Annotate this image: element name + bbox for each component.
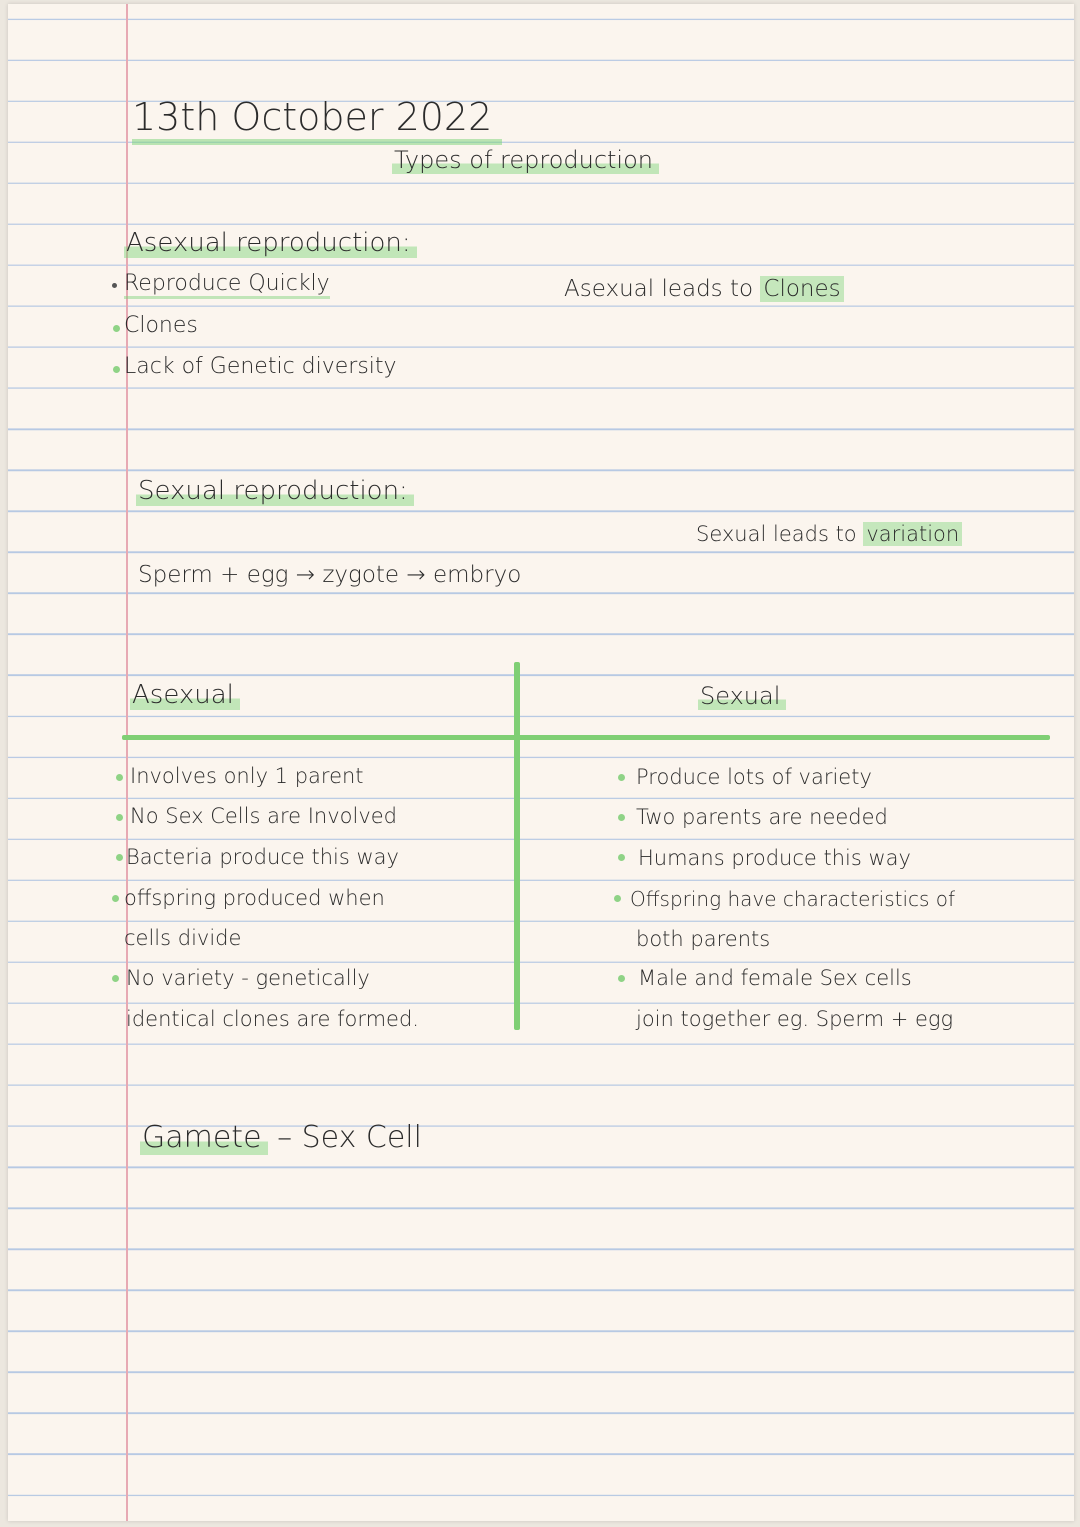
page-title bbox=[392, 146, 659, 174]
table-vertical-divider bbox=[514, 662, 520, 1030]
sexual-point-5: Male and female Sex cells bbox=[638, 966, 912, 990]
sexual-side-note bbox=[696, 522, 962, 546]
gamete-term: Gamete bbox=[140, 1120, 268, 1155]
bullet-dot bbox=[618, 814, 625, 821]
asexual-point-4-continued: cells divide bbox=[124, 926, 242, 950]
asexual-point-2: No Sex Cells are Involved bbox=[130, 804, 398, 828]
sexual-point-5-continued: join together eg. Sperm + egg bbox=[636, 1007, 954, 1031]
asexual-side-note bbox=[564, 276, 844, 302]
date-text: 13th October 2022 bbox=[132, 95, 493, 139]
sexual-heading bbox=[136, 476, 414, 506]
sexual-point-1: Produce lots of variety bbox=[636, 765, 872, 789]
asexual-bullet-1: Reproduce Quickly bbox=[124, 271, 330, 299]
bullet-dot bbox=[112, 283, 117, 288]
bullet-dot bbox=[614, 895, 621, 902]
asexual-side-note-prefix: Asexual leads to bbox=[564, 276, 754, 302]
asexual-heading bbox=[124, 228, 417, 258]
table-horizontal-divider bbox=[122, 735, 1050, 740]
bullet-dot bbox=[112, 895, 119, 902]
sexual-point-4: Offspring have characteristics of bbox=[630, 887, 956, 911]
asexual-point-3: Bacteria produce this way bbox=[126, 845, 399, 869]
bullet-dot bbox=[618, 975, 625, 982]
clones-highlight: Clones bbox=[760, 276, 843, 302]
asexual-point-5-continued: identical clones are formed. bbox=[126, 1007, 419, 1031]
gamete-definition-text: – Sex Cell bbox=[277, 1120, 422, 1155]
variation-highlight: variation bbox=[863, 522, 962, 546]
sexual-point-4-continued: both parents bbox=[636, 927, 771, 951]
asexual-bullet-2: Clones bbox=[124, 313, 198, 338]
sexual-point-3: Humans produce this way bbox=[638, 846, 911, 870]
bullet-dot bbox=[113, 325, 120, 332]
bullet-dot bbox=[618, 854, 625, 861]
table-header-sexual-text: Sexual bbox=[698, 682, 786, 710]
bullet-dot bbox=[113, 366, 120, 373]
asexual-heading-text: Asexual reproduction: bbox=[124, 228, 417, 258]
sexual-heading-text: Sexual reproduction: bbox=[136, 476, 414, 506]
table-header-asexual bbox=[130, 680, 240, 710]
asexual-point-1: Involves only 1 parent bbox=[130, 764, 364, 788]
bullet-dot bbox=[116, 774, 123, 781]
asexual-bullet-3: Lack of Genetic diversity bbox=[124, 354, 397, 379]
page-title-text: Types of reproduction bbox=[392, 146, 659, 174]
sexual-side-note-prefix: Sexual leads to bbox=[696, 522, 857, 546]
fertilisation-process: Sperm + egg → zygote → embryo bbox=[138, 562, 522, 588]
bullet-dot bbox=[112, 975, 119, 982]
table-header-asexual-text: Asexual bbox=[130, 680, 240, 710]
gamete-definition bbox=[140, 1120, 422, 1155]
date-heading bbox=[132, 95, 502, 145]
sexual-point-2: Two parents are needed bbox=[636, 805, 888, 829]
asexual-point-4: offspring produced when bbox=[124, 886, 385, 910]
table-header-sexual bbox=[698, 682, 786, 710]
asexual-point-5: No variety - genetically bbox=[126, 966, 370, 990]
bullet-dot bbox=[618, 774, 625, 781]
bullet-dot bbox=[116, 854, 123, 861]
bullet-dot bbox=[116, 814, 123, 821]
